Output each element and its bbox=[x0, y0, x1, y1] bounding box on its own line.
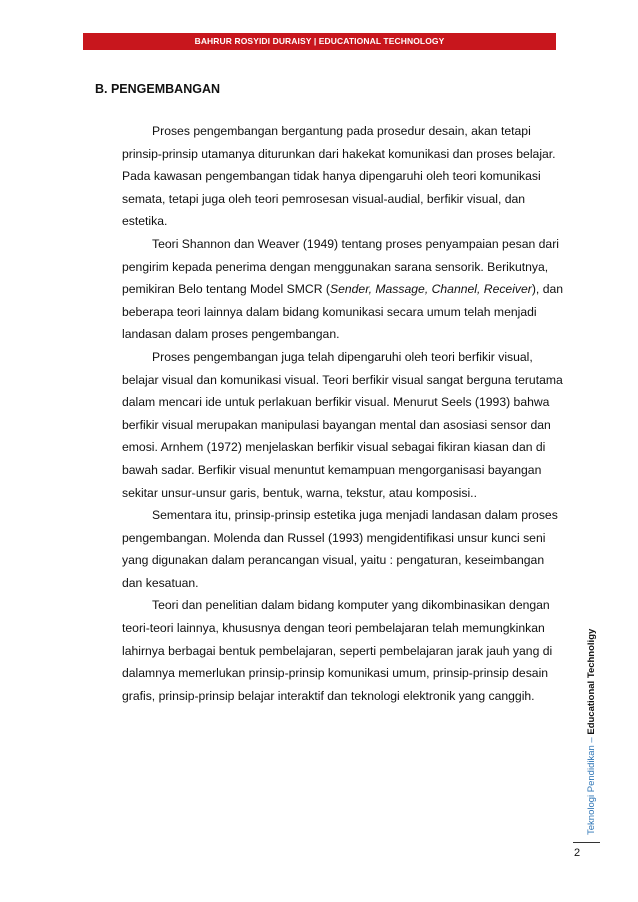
paragraph: Proses pengembangan juga telah dipengaruhi oleh teori berfikir visual, belajar visual dan komunikasi visual. Teori berfikir visual sangat berguna terutama dalam mencari ide untuk perlakuan berfikir visual. Menurut Seels (1993) bahwa berfikir visual merupakan manipulasi bayangan mental dan asosiasi sensor dan emosi. Arnhem (1972) menjelaskan berfikir visual sebagai fikiran kiasan dan di bawah sadar. Berfikir visual menuntut kemampuan mengorganisasi bayangan sekitar unsur-unsur garis, bentuk, warna, tekstur, atau komposisi.. bbox=[122, 349, 563, 500]
header-bar bbox=[83, 33, 556, 50]
paragraph: Teori Shannon dan Weaver (1949) tentang proses penyampaian pesan dari pengirim kepada penerima dengan menggunakan sarana sensorik. Berikutnya, pemikiran Belo tentang Model SMCR (Sender, Massage, Channel, Receiver), dan beberapa teori lainnya dalam bidang komunikasi secara umum telah menjadi landasan dalam proses pengembangan. bbox=[122, 236, 564, 342]
page-number: 2 bbox=[574, 847, 581, 859]
paragraph: Sementara itu, prinsip-prinsip estetika juga menjadi landasan dalam proses pengembangan. Molenda dan Russel (1993) mengidentifikasi unsur kunci seni yang digunakan dalam perancangan visual, yaitu : pengaturan, keseimbangan dan kesatuan. bbox=[122, 508, 558, 590]
body-text bbox=[122, 120, 564, 707]
header-title: BAHRUR ROSYIDI DURAISY | EDUCATIONAL TECHNOLOGY bbox=[194, 36, 445, 46]
side-label-bold: Educational Technoligy bbox=[586, 628, 597, 735]
italic-text: Sender, Massage, Channel, Receiver bbox=[329, 282, 532, 297]
side-label-light: Teknologi Pendidikan – bbox=[586, 734, 597, 835]
section-title: B. PENGEMBANGAN bbox=[95, 82, 221, 96]
page-number-divider bbox=[573, 842, 600, 843]
side-label bbox=[586, 629, 597, 835]
paragraph: Proses pengembangan bergantung pada prosedur desain, akan tetapi prinsip-prinsip utamanya diturunkan dari hakekat komunikasi dan proses belajar. Pada kawasan pengembangan tidak hanya dipengaruhi oleh teori komunikasi semata, tetapi juga oleh teori pemrosesan visual-audial, berfikir visual, dan estetika. bbox=[122, 124, 556, 229]
paragraph: Teori dan penelitian dalam bidang komputer yang dikombinasikan dengan teori-teori lainnya, khususnya dengan teori pembelajaran telah memungkinkan lahirnya berbagai bentuk pembelajaran, seperti pembelajaran jarak jauh yang di dalamnya memerlukan prinsip-prinsip komunikasi umum, prinsip-prinsip desain grafis, prinsip-prinsip belajar interaktif dan teknologi elektronik yang canggih. bbox=[122, 598, 553, 703]
